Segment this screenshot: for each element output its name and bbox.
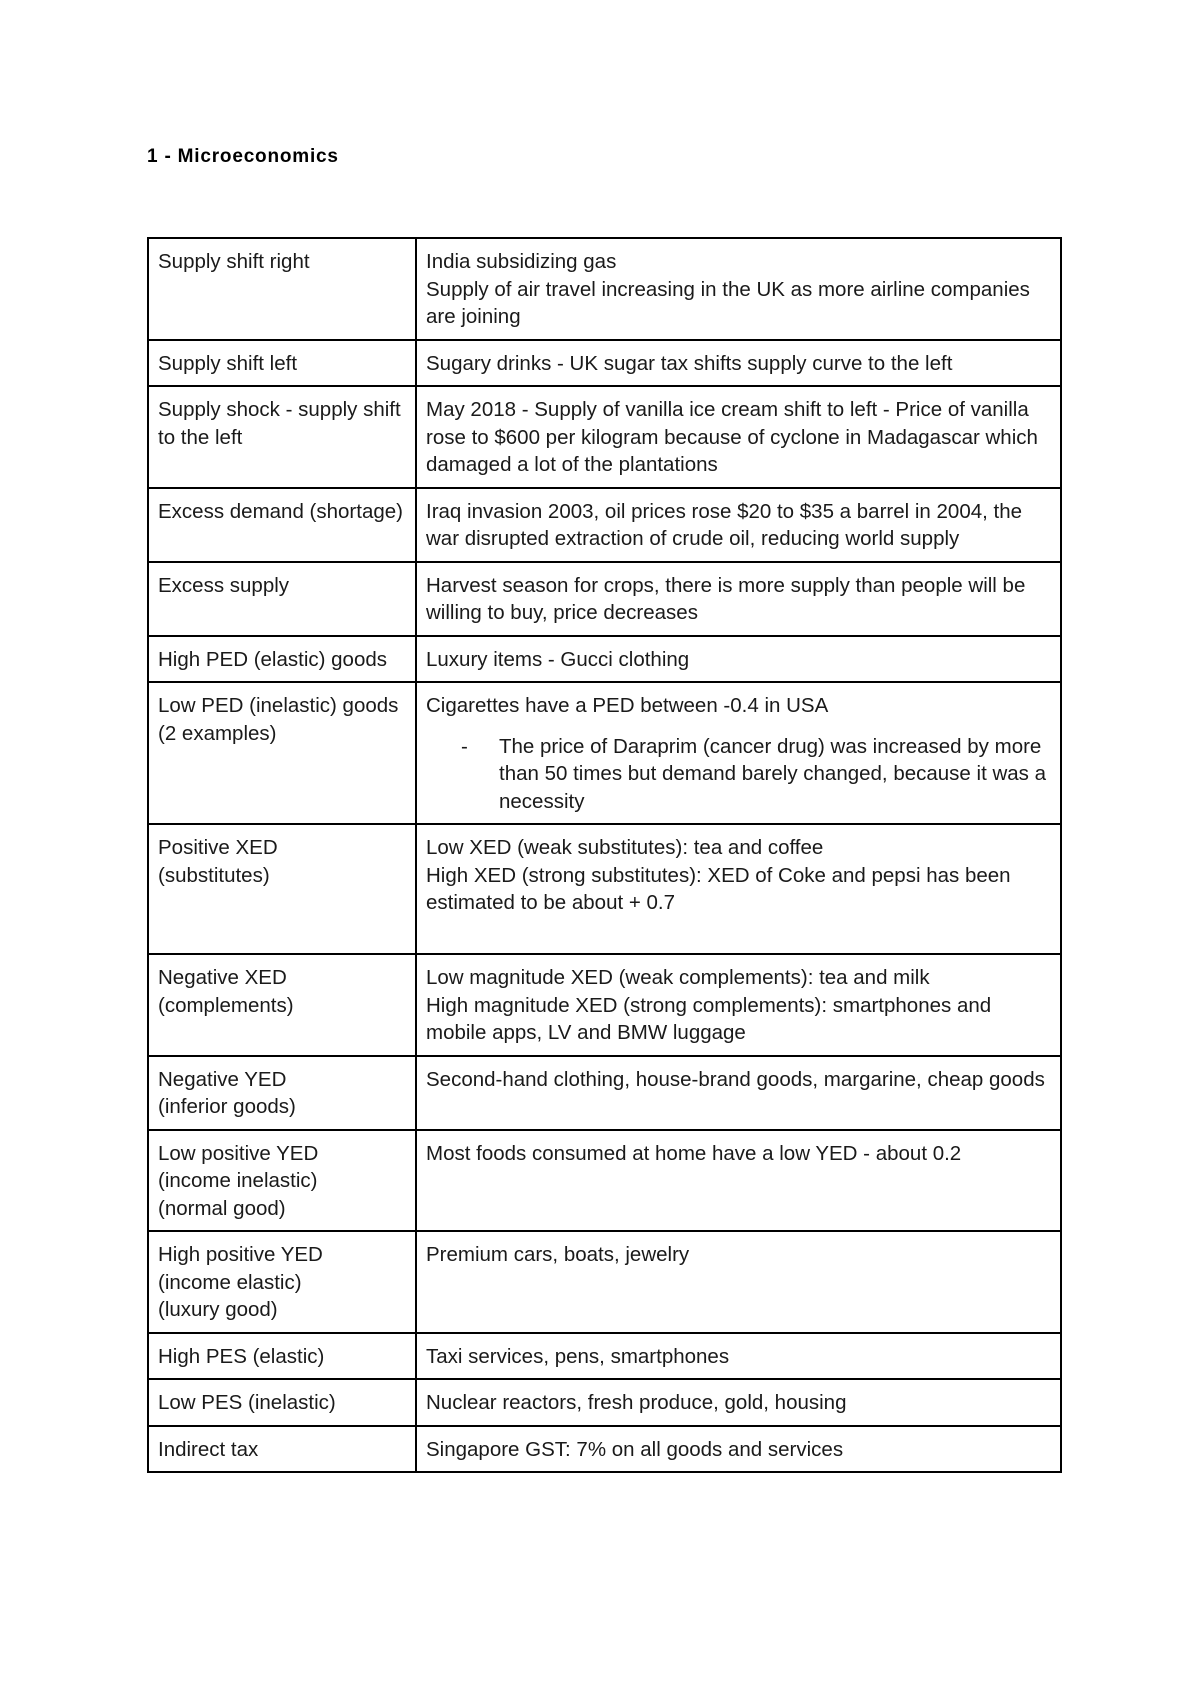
term-cell (148, 1231, 416, 1333)
example-text: Nuclear reactors, fresh produce, gold, housing (426, 1391, 847, 1414)
example-cell (416, 562, 1061, 636)
table-row (148, 238, 1061, 340)
table-row (148, 954, 1061, 1056)
term-text: High PES (elastic) (158, 1344, 325, 1368)
term-text: High positive YED (158, 1243, 323, 1266)
example-text: India subsidizing gas (426, 250, 617, 273)
example-cell (416, 238, 1061, 340)
term-text: (income inelastic) (158, 1169, 318, 1192)
term-text: High PED (elastic) goods (158, 647, 388, 671)
term-cell (148, 488, 416, 562)
term-cell (148, 824, 416, 954)
term-cell (148, 386, 416, 488)
example-cell (416, 488, 1061, 562)
example-cell (416, 1426, 1061, 1473)
term-cell (148, 954, 416, 1056)
term-cell (148, 1426, 416, 1473)
example-cell (416, 824, 1061, 954)
dash-bullet: - (461, 734, 468, 758)
term-text: Excess demand (shortage) (158, 499, 403, 523)
term-text: (substitutes) (158, 863, 270, 887)
example-cell (416, 682, 1061, 824)
example-cell (416, 1333, 1061, 1380)
term-text: Positive XED (158, 836, 278, 859)
table-row (148, 1379, 1061, 1426)
term-text: (income elastic) (158, 1270, 302, 1294)
term-text: Excess supply (158, 573, 290, 597)
table-row (148, 1231, 1061, 1333)
table-row (148, 1333, 1061, 1380)
term-text: Low PED (inelastic) goods (2 examples) (158, 694, 399, 745)
table-row (148, 682, 1061, 824)
term-cell (148, 238, 416, 340)
example-sublist (426, 733, 1050, 816)
example-text: Supply of air travel increasing in the UK as more airline companies are joining (426, 277, 1030, 328)
example-cell (416, 386, 1061, 488)
example-text: Harvest season for crops, there is more supply than people will be willing to buy, price decreases (426, 573, 1026, 624)
example-text: May 2018 - Supply of vanilla ice cream shift to left - Price of vanilla rose to $600 per kilogram because of cyclone in Madagascar which damaged a lot of the plantations (426, 398, 1038, 476)
example-cell (416, 1231, 1061, 1333)
example-text: Second-hand clothing, house-brand goods, margarine, cheap goods (426, 1067, 1045, 1091)
table-row (148, 340, 1061, 387)
example-cell (416, 636, 1061, 683)
table-row (148, 488, 1061, 562)
term-text: (complements) (158, 993, 294, 1017)
list-item (426, 733, 1050, 816)
term-text: (normal good) (158, 1196, 286, 1220)
example-text: Most foods consumed at home have a low YED - about 0.2 (426, 1141, 962, 1165)
term-text: Supply shock - supply shift to the left (158, 398, 401, 449)
term-text: Indirect tax (158, 1437, 259, 1461)
example-text: Low magnitude XED (weak complements): tea and milk (426, 966, 930, 989)
example-text: High magnitude XED (strong complements): smartphones and mobile apps, LV and BMW luggage (426, 993, 992, 1044)
term-text: Supply shift right (158, 250, 310, 273)
table-row (148, 562, 1061, 636)
example-text: Luxury items - Gucci clothing (426, 647, 690, 671)
table-row (148, 1056, 1061, 1130)
example-cell (416, 1056, 1061, 1130)
examples-table (147, 237, 1062, 1473)
example-text: Premium cars, boats, jewelry (426, 1243, 690, 1266)
term-text: (luxury good) (158, 1298, 278, 1321)
term-cell (148, 340, 416, 387)
table-row (148, 824, 1061, 954)
example-cell (416, 1130, 1061, 1232)
page-title: 1 - Microeconomics (147, 146, 339, 167)
term-text: Supply shift left (158, 351, 298, 375)
example-text: Singapore GST: 7% on all goods and services (426, 1437, 844, 1461)
term-cell (148, 562, 416, 636)
example-text: Iraq invasion 2003, oil prices rose $20 to $35 a barrel in 2004, the war disrupted extraction of crude oil, reducing world supply (426, 499, 1023, 550)
table-row (148, 386, 1061, 488)
term-cell (148, 636, 416, 683)
bullet-text: The price of Daraprim (cancer drug) was increased by more than 50 times but demand barely changed, because it was a necessity (499, 734, 1047, 813)
term-text: Low PES (inelastic) (158, 1391, 336, 1414)
example-text: High XED (strong substitutes): XED of Coke and pepsi has been estimated to be about + 0.7 (426, 863, 1011, 914)
term-text: (inferior goods) (158, 1095, 296, 1118)
example-text: Taxi services, pens, smartphones (426, 1344, 730, 1368)
term-text: Negative XED (158, 966, 287, 989)
example-text: Cigarettes have a PED between -0.4 in USA (426, 694, 829, 717)
term-text: Low positive YED (158, 1141, 319, 1165)
term-cell (148, 1333, 416, 1380)
example-text: Low XED (weak substitutes): tea and coffee (426, 836, 824, 859)
table-row (148, 1130, 1061, 1232)
example-cell (416, 340, 1061, 387)
example-text: Sugary drinks - UK sugar tax shifts supply curve to the left (426, 351, 953, 375)
term-cell (148, 682, 416, 824)
table-row (148, 636, 1061, 683)
table-row (148, 1426, 1061, 1473)
term-cell (148, 1130, 416, 1232)
example-cell (416, 1379, 1061, 1426)
term-text: Negative YED (158, 1067, 287, 1091)
term-cell (148, 1379, 416, 1426)
term-cell (148, 1056, 416, 1130)
example-cell (416, 954, 1061, 1056)
